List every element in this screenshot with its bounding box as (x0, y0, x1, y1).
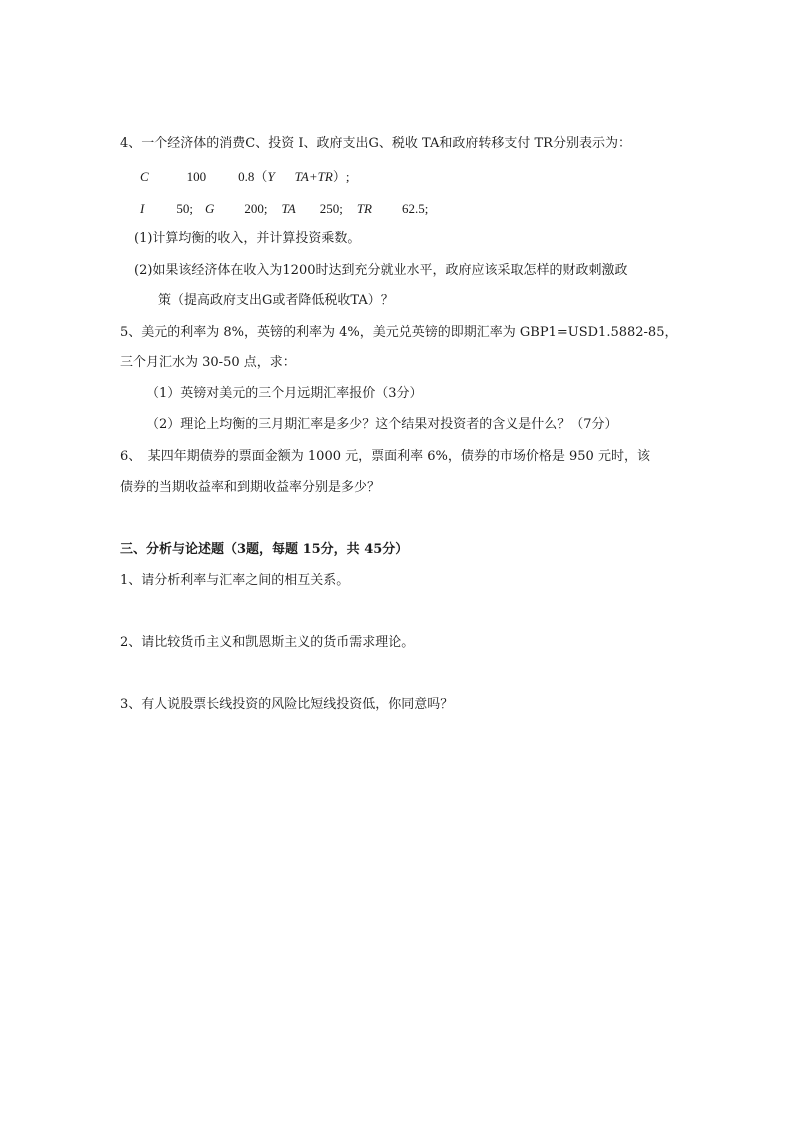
q5-part2: （2）理论上均衡的三月期汇率是多少？这个结果对投资者的含义是什么？（7分） (146, 417, 618, 432)
q4-part2-line2: 策（提高政府支出G或者降低税收TA）？ (158, 293, 394, 308)
q5-line1: 5、美元的利率为 8%，英镑的利率为 4%，美元兑英镑的即期汇率为 GBP1=USD1.5882-85， (120, 325, 678, 340)
section3-item-3: 3、有人说股票长线投资的风险比短线投资低，你同意吗？ (120, 697, 454, 712)
eq-val-tr: 62.5; (402, 201, 429, 216)
eq-var-g: G (204, 201, 215, 216)
eq-coef: 0.8（ (238, 169, 268, 184)
eq-end: ）; (332, 169, 350, 184)
eq-val-g: 200; (244, 201, 268, 216)
q4-part1: (1)计算均衡的收入，并计算投资乘数。 (134, 231, 361, 246)
section3-item-2: 2、请比较货币主义和凯恩斯主义的货币需求理论。 (120, 635, 415, 650)
q6-line1: 6、 某四年期债券的票面金额为 1000 元，票面利率 6%，债券的市场价格是 950 元时，该 (120, 449, 650, 464)
q4-part2-line1: (2)如果该经济体在收入为1200时达到充分就业水平，政府应该采取怎样的财政刺激政 (134, 263, 628, 278)
q4-consumption-equation (140, 168, 349, 186)
q4-stem: 4、一个经济体的消费C、投资 I、政府支出G、税收 TA和政府转移支付 TR分别表示为： (120, 136, 631, 151)
eq-var-tr: TR (356, 201, 372, 216)
section3-item-1: 1、请分析利率与汇率之间的相互关系。 (120, 573, 350, 588)
eq-const: 100 (186, 169, 207, 184)
eq-expr: TA+TR (294, 169, 333, 184)
q4-values-equation (140, 200, 428, 218)
eq-var-i: I (140, 201, 145, 216)
q5-part1: （1）英镑对美元的三个月远期汇率报价（3分） (146, 386, 423, 401)
eq-var-c: C (140, 169, 149, 184)
eq-var-ta: TA (281, 201, 296, 216)
section3-heading: 三、分析与论述题（3题，每题 15分，共 45分） (120, 542, 409, 557)
eq-var-y: Y (267, 169, 275, 184)
eq-val-ta: 250; (319, 201, 343, 216)
q5-line2: 三个月汇水为 30-50 点，求： (120, 355, 296, 370)
eq-val-i: 50; (176, 201, 193, 216)
q6-line2: 债券的当期收益率和到期收益率分别是多少？ (120, 480, 381, 495)
